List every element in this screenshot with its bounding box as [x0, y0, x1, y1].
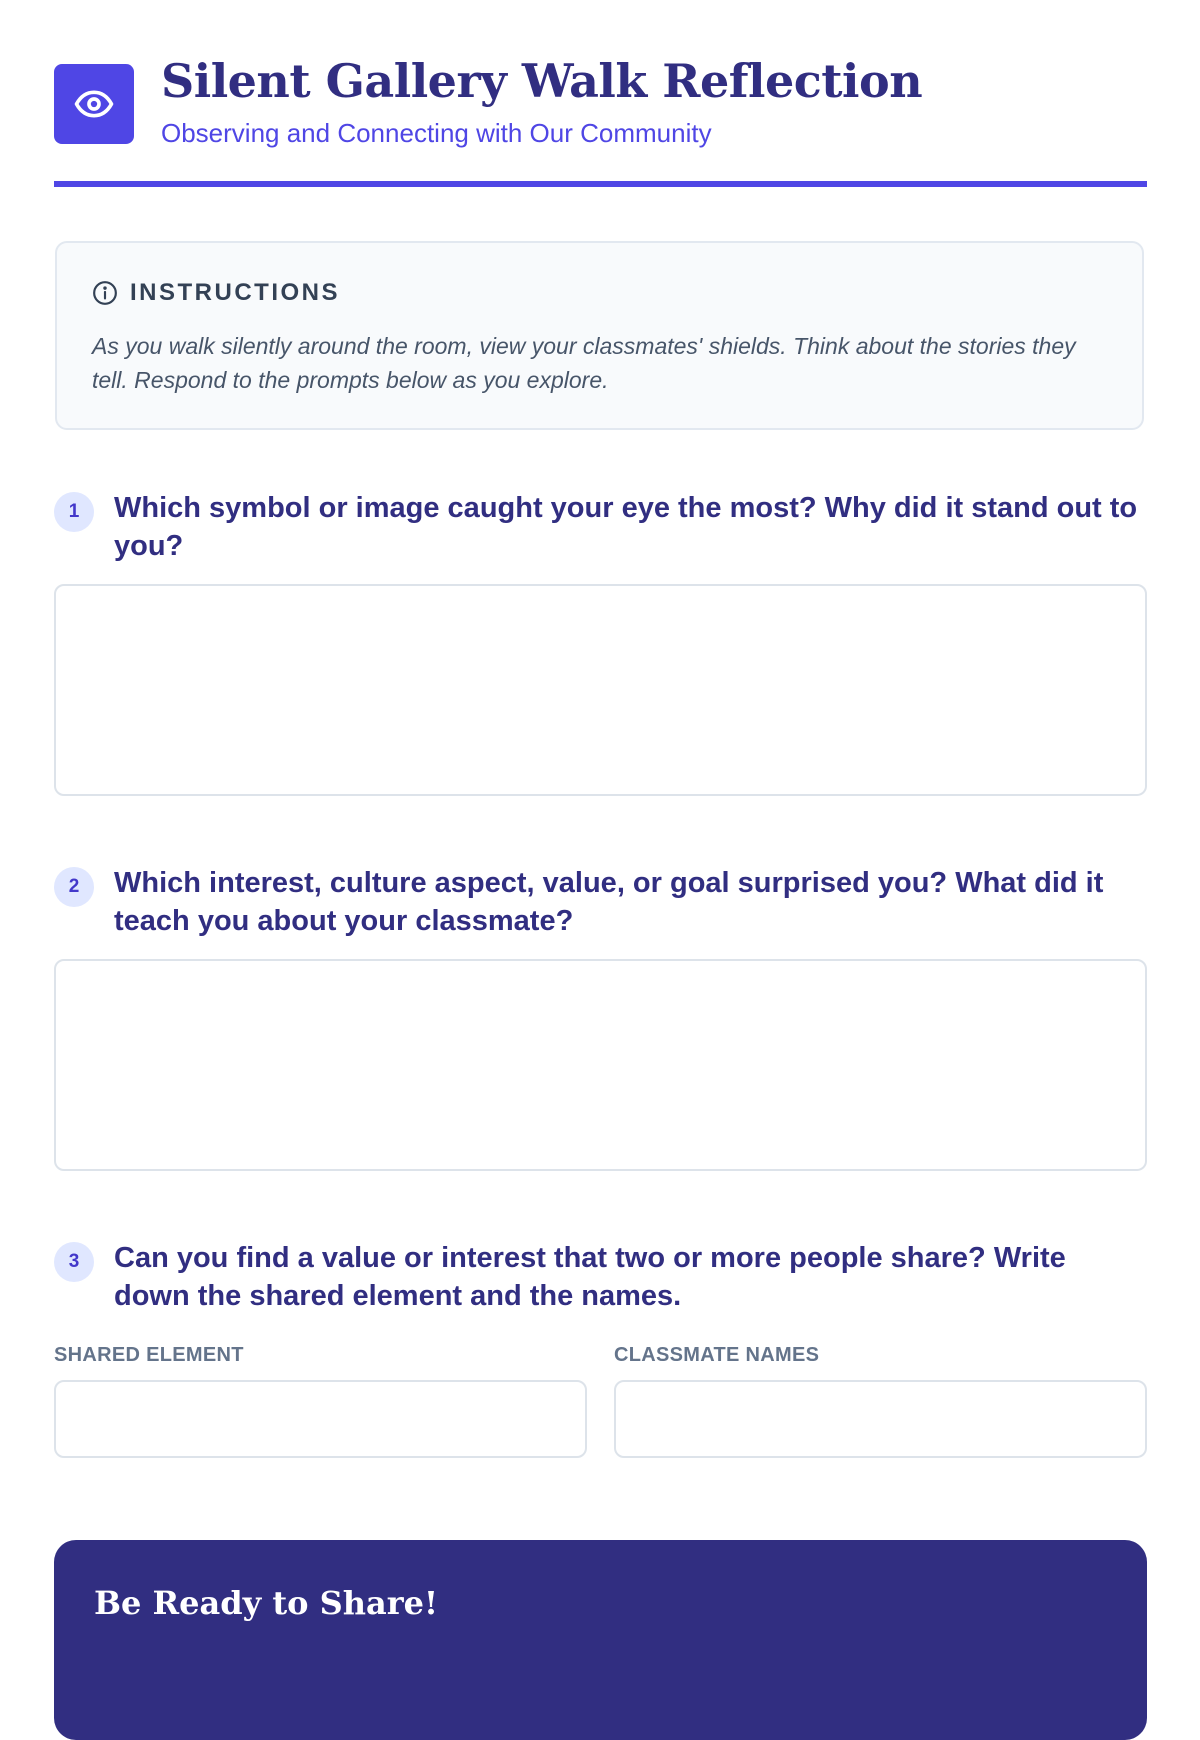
question-text: Which interest, culture aspect, value, or goal surprised you? What did it teach you about your classmate?: [114, 867, 1104, 937]
question-text: Can you find a value or interest that two or more people share? Write down the shared element and the names.: [114, 1242, 1066, 1312]
info-icon: [92, 280, 118, 306]
instructions-box: [55, 241, 1144, 430]
share-title: Be Ready to Share!: [94, 1584, 438, 1622]
shared-element-label: SHARED ELEMENT: [54, 1344, 244, 1366]
instructions-text: As you walk silently around the room, view your classmates' shields. Think about the stories they tell. Respond to the prompts below as you explore.: [92, 333, 1076, 393]
page-subtitle: Observing and Connecting with Our Community: [161, 118, 712, 148]
eye-icon: [54, 64, 134, 144]
classmate-names-label: CLASSMATE NAMES: [614, 1344, 820, 1366]
instructions-heading: [92, 279, 340, 307]
instructions-label: INSTRUCTIONS: [130, 279, 340, 306]
answer-box-1[interactable]: [54, 584, 1147, 796]
question-number-badge: 1: [54, 492, 94, 532]
shared-element-field[interactable]: [54, 1380, 587, 1458]
classmate-names-field[interactable]: [614, 1380, 1147, 1458]
question-number-badge: 3: [54, 1242, 94, 1282]
page-title: Silent Gallery Walk Reflection: [161, 54, 923, 108]
share-banner: [54, 1540, 1147, 1740]
answer-box-2[interactable]: [54, 959, 1147, 1171]
question-text: Which symbol or image caught your eye the most? Why did it stand out to you?: [114, 492, 1138, 562]
header-divider: [54, 181, 1147, 187]
question-number-badge: 2: [54, 867, 94, 907]
